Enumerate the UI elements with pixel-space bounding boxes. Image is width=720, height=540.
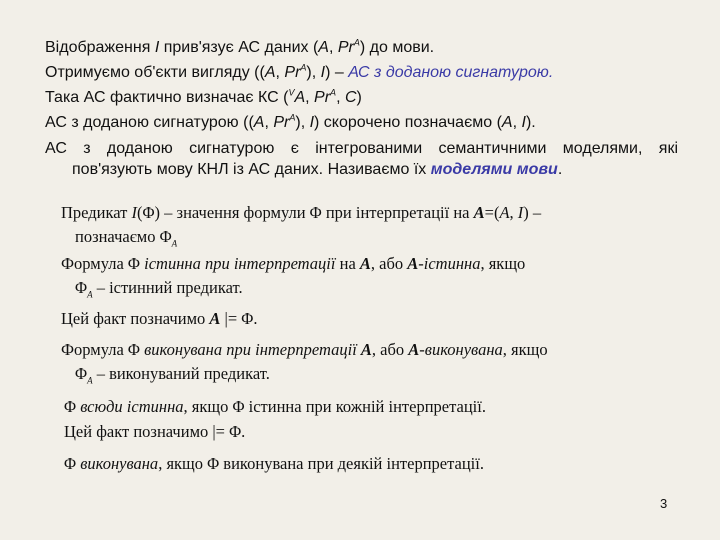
var-i: I <box>521 114 526 131</box>
var-i: I <box>154 39 160 56</box>
text: |= Φ. <box>220 309 258 328</box>
line-notation-1 <box>61 309 257 329</box>
line-notation-2 <box>64 422 245 442</box>
sub-a: A <box>87 289 93 300</box>
line-predicate-2 <box>75 227 177 247</box>
line-satisfiable-formula-2 <box>75 364 270 384</box>
text: - <box>418 254 424 273</box>
line-satisfiable-formula <box>61 340 548 360</box>
var-a: A <box>294 89 306 106</box>
line-display-mapping <box>45 39 434 57</box>
highlight-term: моделями мови <box>430 161 558 178</box>
text: , <box>509 203 518 222</box>
text: ), <box>295 114 310 131</box>
text: Φ <box>75 364 88 383</box>
text: , <box>512 114 522 131</box>
text: ), <box>306 64 321 81</box>
var-a: A <box>499 203 510 222</box>
text: ). <box>525 114 536 131</box>
text: – виконуваний предикат. <box>92 364 270 383</box>
text: прив'язує АС даних ( <box>159 39 319 56</box>
text: Формула Φ <box>61 340 145 359</box>
line-valid <box>64 397 486 417</box>
paragraph-models <box>45 140 678 179</box>
text: . <box>557 161 563 178</box>
text: на <box>335 254 360 273</box>
sup-a: A <box>300 62 307 73</box>
var-pr: Pr <box>337 39 354 56</box>
text: пов'язують мову КНЛ із АС даних. Називаємо їх <box>72 161 431 178</box>
text: , або <box>371 340 409 359</box>
text: , <box>336 89 345 106</box>
var-i: I <box>320 64 326 81</box>
text: АС з доданою сигнатурою є інтегрованими семантичними моделями, які <box>45 140 678 157</box>
var-i: I <box>517 203 524 222</box>
var-pr: Pr <box>273 114 290 131</box>
text: Цей факт позначимо |= Φ. <box>64 422 246 441</box>
var-a: A <box>318 39 329 56</box>
line-abbrev <box>45 114 536 132</box>
var-a-bold: A <box>473 203 485 222</box>
line-satisfiable <box>64 454 484 474</box>
line-objects <box>45 64 553 82</box>
var-i: I <box>131 203 137 222</box>
var-a: A <box>501 114 513 131</box>
text: , якщо <box>480 254 526 273</box>
term: істинна при інтерпретації <box>144 254 336 273</box>
var-pr: Pr <box>284 64 301 81</box>
term: виконувана <box>80 454 159 473</box>
text: , якщо Φ виконувана при деякій інтерпретації. <box>158 454 484 473</box>
text: , <box>264 114 274 131</box>
text: Φ <box>64 454 81 473</box>
text: Відображення <box>45 39 155 56</box>
var-a-bold: A <box>408 340 420 359</box>
text: (Φ) – значення формули Φ при інтерпретації на <box>137 203 474 222</box>
text: Φ <box>75 278 88 297</box>
sub-a: A <box>87 375 93 386</box>
text: ) скорочено позначаємо ( <box>314 114 502 131</box>
var-a-bold: A <box>407 254 419 273</box>
term: виконувана при інтерпретації <box>144 340 361 359</box>
line-true-formula-2 <box>75 278 243 298</box>
sup-a: A <box>289 112 296 123</box>
line-true-formula <box>61 254 525 274</box>
text: Така АС фактично визначає КС ( <box>45 89 289 106</box>
text: Φ <box>64 397 81 416</box>
text: , якщо Φ істинна при кожній інтерпретації. <box>183 397 486 416</box>
var-i: I <box>309 114 315 131</box>
highlight-term: АС з доданою сигнатурою. <box>348 64 554 81</box>
line-predicate <box>61 203 541 223</box>
text: , або <box>370 254 408 273</box>
var-a-bold: A <box>360 340 372 359</box>
text: – істинний предикат. <box>92 278 243 297</box>
text: , якщо <box>502 340 548 359</box>
sup-a: A <box>330 87 337 98</box>
page-number: 3 <box>660 496 668 511</box>
var-a-bold: A <box>359 254 371 273</box>
sup-v: V <box>288 87 295 98</box>
text: , <box>328 39 338 56</box>
text: ) до мови. <box>359 39 435 56</box>
text: АС з доданою сигнатурою (( <box>45 114 254 131</box>
line-models-2 <box>45 161 678 179</box>
var-pr: Pr <box>314 89 331 106</box>
line-ks <box>45 89 362 107</box>
text: Предикат <box>61 203 132 222</box>
text: ) – <box>523 203 542 222</box>
text: =( <box>484 203 500 222</box>
text: Отримуємо об'єкти вигляду (( <box>45 64 265 81</box>
var-a: A <box>264 64 276 81</box>
text: ) <box>356 89 362 106</box>
text: , <box>305 89 315 106</box>
var-a-bold: A <box>209 309 221 328</box>
text: позначаємо Φ <box>75 227 172 246</box>
var-a: A <box>253 114 265 131</box>
var-c: C <box>344 89 357 106</box>
text: Формула Φ <box>61 254 145 273</box>
text: Цей факт позначимо <box>61 309 210 328</box>
sup-a: A <box>353 37 360 48</box>
term: всюди істинна <box>80 397 184 416</box>
text: ) – <box>325 64 349 81</box>
text: , <box>275 64 285 81</box>
term: -виконувана <box>419 340 503 359</box>
sub-a: A <box>171 238 178 249</box>
term: істинна <box>423 254 481 273</box>
